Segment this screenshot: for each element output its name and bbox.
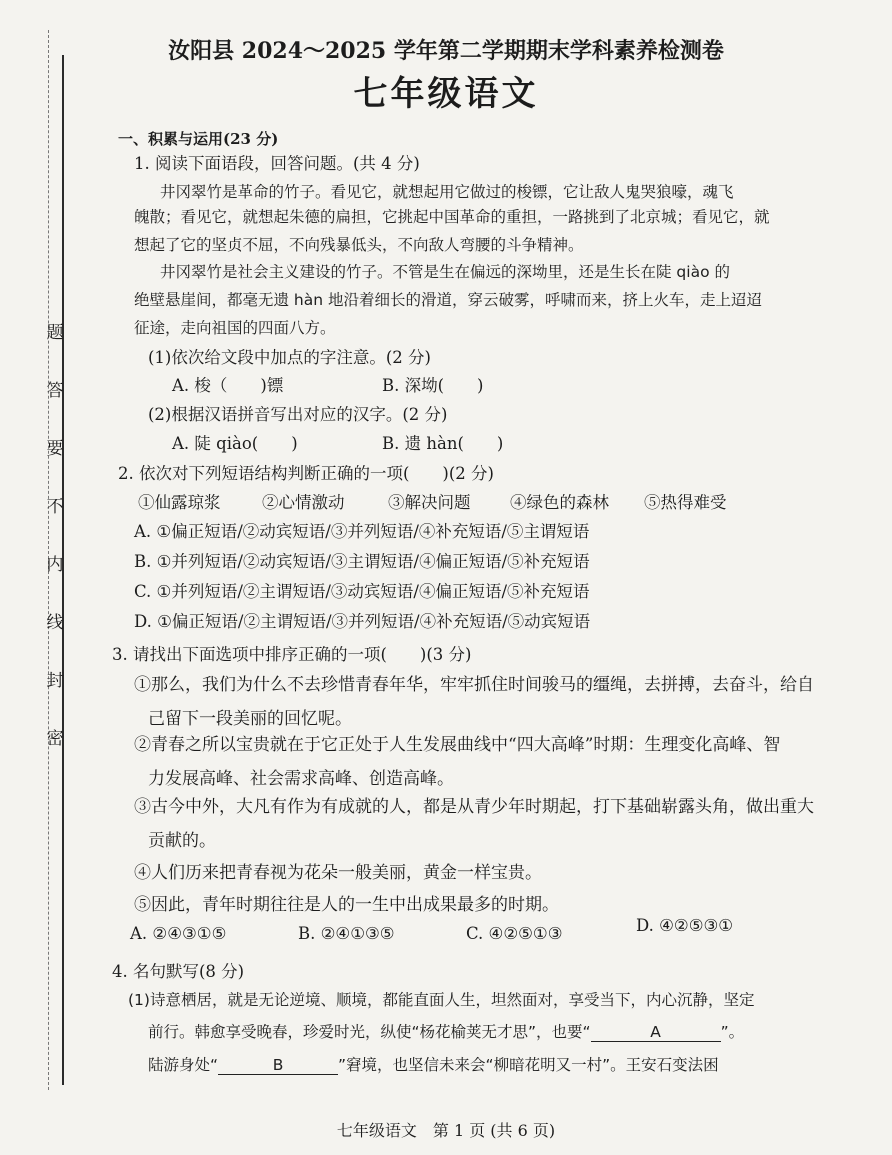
q1-passage-line: 想起了它的坚贞不屈，不向残暴低头，不向敌人弯腰的斗争精神。 [134,236,584,254]
seal-line-notice [40,318,70,782]
q2-option-a: A. ①偏正短语/②动宾短语/③并列短语/④补充短语/⑤主谓短语 [134,522,590,541]
q3-sentence: 力发展高峰、社会需求高峰、创造高峰。 [148,769,454,789]
subject-title: 七年级语文 [353,74,539,114]
seal-char: 不 [46,497,64,517]
q4-line-text: 陆游身处“ [148,1056,219,1074]
q4-line-text: 前行。韩愈享受晚春，珍爱时光，纵使“杨花榆荚无才思”，也要“ [148,1023,591,1041]
q3-option-c: C. ④②⑤①③ [466,924,563,943]
q3-sentence: ①那么，我们为什么不去珍惜青春年华，牢牢抓住时间骏马的缰绳，去拼搏，去奋斗，给自 [134,675,814,695]
q1-sub2-option-b: B. 遗 hàn( ) [382,434,504,453]
q2-item: ④绿色的森林 [510,493,609,512]
page-footer: 七年级语文 第 1 页 (共 6 页) [336,1121,556,1140]
q3-sentence: 己留下一段美丽的回忆呢。 [148,709,352,729]
answer-blank-a[interactable]: A [591,1023,721,1042]
q1-passage-line: 绝壁悬崖间，都毫无遗 hàn 地沿着细长的滑道，穿云破雾，呼啸而来，挤上火车，走上迢迢 [134,291,763,309]
q3-option-a: A. ②④③①⑤ [130,924,227,943]
q1-sub2-option-a: A. 陡 qiào( ) [172,434,298,453]
q2-item: ①仙露琼浆 [138,493,221,512]
q2-item: ②心情激动 [262,493,345,512]
answer-blank-b[interactable]: B [218,1056,338,1075]
q4-line-text: ”。 [720,1023,745,1041]
seal-char: 密 [46,729,64,749]
q3-sentence: ④人们历来把青春视为花朵一般美丽，黄金一样宝贵。 [134,863,542,883]
q1-passage-line: 征途，走向祖国的四面八方。 [134,319,336,337]
q2-option-b: B. ①并列短语/②动宾短语/③主谓短语/④偏正短语/⑤补充短语 [134,552,590,571]
q4-line-text: ”窘境，也坚信未来会“柳暗花明又一村”。王安石变法困 [338,1056,719,1074]
q1-stem: 1. 阅读下面语段，回答问题。(共 4 分) [134,154,420,173]
q1-passage-line: 井冈翠竹是社会主义建设的竹子。不管是生在偏远的深坳里，还是生长在陡 qiào 的 [160,263,730,281]
q3-sentence: ⑤因此，青年时期往往是人的一生中出成果最多的时期。 [134,895,559,915]
q3-option-d: D. ④②⑤③① [636,916,734,935]
q4-line [148,1053,719,1075]
q3-stem: 3. 请找出下面选项中排序正确的一项( )(3 分) [112,645,472,664]
q2-item: ③解决问题 [388,493,471,512]
q1-sub1-option-b: B. 深坳( ) [382,376,484,395]
section-title: 一、积累与运用(23 分) [118,130,279,148]
q2-stem: 2. 依次对下列短语结构判断正确的一项( )(2 分) [118,464,494,483]
q3-sentence: 贡献的。 [148,831,216,851]
q4-line: (1)诗意栖居，就是无论逆境、顺境，都能直面人生，坦然面对，享受当下，内心沉静，坚定 [128,991,755,1009]
q4-stem: 4. 名句默写(8 分) [112,962,245,981]
q2-option-d: D. ①偏正短语/②主谓短语/③并列短语/④补充短语/⑤动宾短语 [134,612,591,631]
seal-char: 题 [46,323,64,343]
q3-option-b: B. ②④①③⑤ [298,924,395,943]
q1-passage-line: 魄散；看见它，就想起朱德的扁担，它挑起中国革命的重担，一路挑到了北京城；看见它，就 [134,208,770,226]
exam-title: 汝阳县 2024～2025 学年第二学期期末学科素养检测卷 [168,38,724,64]
q3-sentence: ②青春之所以宝贵就在于它正处于人生发展曲线中“四大高峰”时期：生理变化高峰、智 [134,735,781,755]
q1-sub1-option-a: A. 梭（ )镖 [172,376,284,395]
q1-sub1: (1)依次给文段中加点的字注意。(2 分) [148,348,431,367]
seal-char: 要 [46,439,64,459]
q2-item: ⑤热得难受 [644,493,727,512]
q4-line [148,1020,744,1042]
q1-passage-line: 井冈翠竹是革命的竹子。看见它，就想起用它做过的梭镖，它让敌人鬼哭狼嚎，魂飞 [160,183,734,201]
seal-char: 内 [46,555,64,575]
q3-sentence: ③古今中外，大凡有作为有成就的人，都是从青少年时期起，打下基础崭露头角，做出重大 [134,797,814,817]
seal-char: 答 [46,381,64,401]
q1-sub2: (2)根据汉语拼音写出对应的汉字。(2 分) [148,405,448,424]
seal-char: 封 [46,671,64,691]
q2-option-c: C. ①并列短语/②主谓短语/③动宾短语/④偏正短语/⑤补充短语 [134,582,590,601]
seal-char: 线 [46,613,64,633]
